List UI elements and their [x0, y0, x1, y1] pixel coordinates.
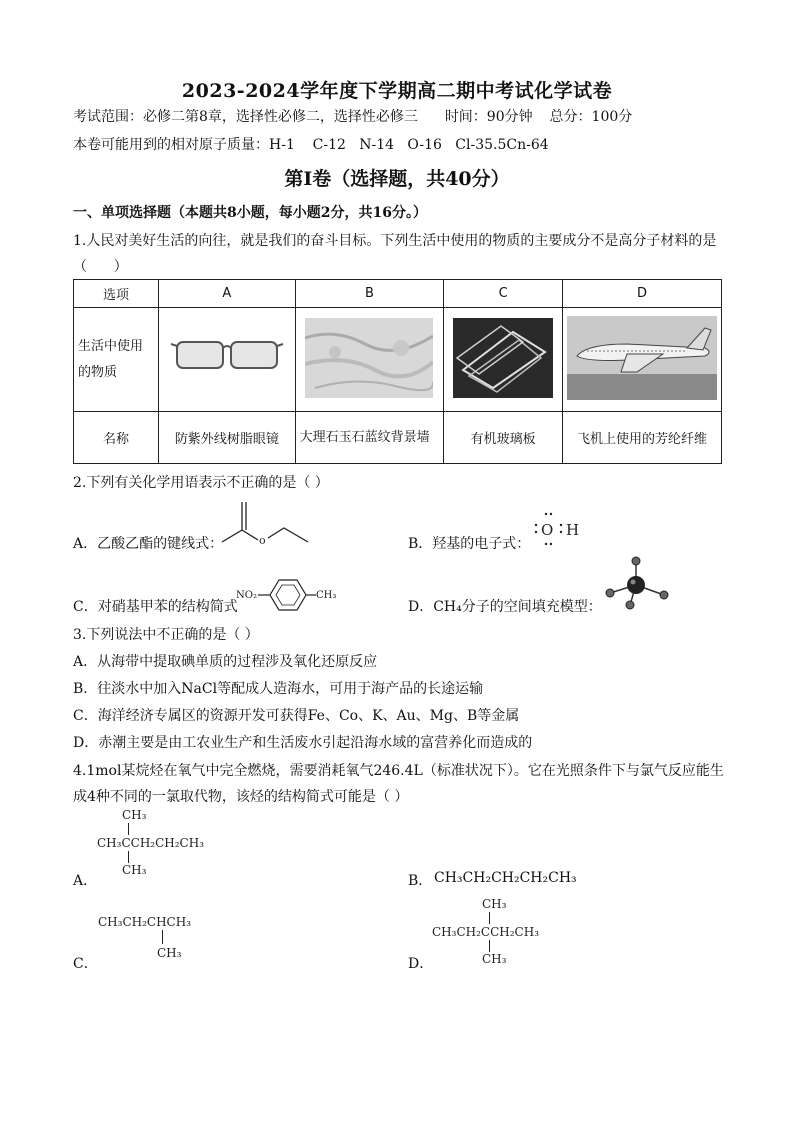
ester-oxygen-label: o	[259, 534, 266, 546]
q3-option-d: D．赤潮主要是由工农业生产和生活废水引起沿海水域的富营养化而造成的	[73, 735, 533, 751]
q3-option-c: C．海洋经济专属区的资源开发可获得Fe、Co、K、Au、Mg、B等金属	[73, 708, 520, 724]
q4-d-main-chain: CH₃CH₂CCH₂CH₃	[432, 925, 540, 939]
glasses-image	[169, 328, 285, 388]
photo-airplane	[563, 308, 722, 412]
q2-option-c: C．对硝基甲苯的结构简式	[73, 599, 238, 615]
table-header-cell: B	[295, 280, 444, 308]
q4-d-top-methyl: CH₃	[482, 897, 507, 911]
q4-option-c-label: C．	[73, 956, 98, 972]
q1-stem-line1: 1.人民对美好生活的向往，就是我们的奋斗目标。下列生活中使用的物质的主要成分不是高分子材料的是	[73, 233, 717, 249]
methane-space-filling-model	[600, 555, 674, 613]
photo-glasses	[159, 308, 296, 412]
table-name-cell: 大理石玉石蓝纹背景墙	[295, 412, 444, 464]
table-header-cell: D	[563, 280, 722, 308]
q3-stem: 3.下列说法中不正确的是（ ）	[73, 627, 259, 643]
exam-scope-line	[73, 106, 632, 126]
atomic-masses: 本卷可能用到的相对原子质量：H-1 C-12 N-14 O-16 Cl-35.5Cn-64	[73, 137, 549, 153]
airplane-image	[567, 316, 717, 400]
q3-option-b: B．往淡水中加入NaCl等配成人造海水，可用于海产品的长途运输	[73, 681, 484, 697]
part1-heading: 一、单项选择题（本题共8小题，每小题2分，共16分。）	[73, 205, 427, 221]
table-image-row	[74, 308, 722, 412]
photo-acrylic	[444, 308, 563, 412]
table-header-cell: A	[159, 280, 296, 308]
table-name-row	[74, 412, 722, 464]
table-row-label: 生活中使用的物质	[74, 308, 159, 412]
q4-d-bottom-methyl: CH₃	[482, 952, 507, 966]
q2-stem: 2.下列有关化学用语表示不正确的是（ ）	[73, 475, 329, 491]
p-nitrotoluene-formula	[236, 574, 340, 614]
exam-title: 2023-2024学年度下学期高二期中考试化学试卷	[181, 80, 613, 102]
table-header-row	[74, 280, 722, 308]
no2-group-label: NO₂	[236, 590, 257, 601]
q3-option-a: A．从海带中提取碘单质的过程涉及氧化还原反应	[73, 654, 378, 670]
q2-option-a: A．乙酸乙酯的键线式：	[73, 536, 224, 552]
q4-a-main-chain: CH₃CCH₂CH₂CH₃	[97, 836, 205, 850]
hydroxyl-electron-formula	[530, 510, 586, 550]
ethyl-acetate-skeletal-formula	[220, 494, 316, 546]
hydrogen-symbol: H	[566, 521, 580, 539]
q2-option-d: D．CH₄分子的空间填充模型：	[408, 599, 602, 615]
section-title: 第Ⅰ卷（选择题，共40分）	[284, 168, 510, 190]
table-name-cell: 有机玻璃板	[444, 412, 563, 464]
q4-stem-line2: 成4种不同的一氯取代物，该烃的结构简式可能是（ ）	[73, 789, 409, 805]
table-header-cell: C	[444, 280, 563, 308]
table-header-cell: 选项	[74, 280, 159, 308]
q4-option-a-label: A．	[73, 873, 98, 889]
q1-stem-line2: （ ）	[73, 259, 128, 275]
table-name-cell: 飞机上使用的芳纶纤维	[563, 412, 722, 464]
q4-option-d-label: D．	[408, 956, 434, 972]
q4-a-top-methyl: CH₃	[122, 808, 147, 822]
exam-time: 时间：90分钟	[444, 109, 533, 125]
ch3-group-label: CH₃	[316, 590, 337, 601]
acrylic-sheet-image	[453, 318, 553, 398]
exam-scope: 考试范围：必修二第8章，选择性必修二，选择性必修三	[73, 109, 418, 125]
table-name-cell: 防紫外线树脂眼镜	[159, 412, 296, 464]
marble-wall-image	[305, 318, 433, 398]
q2-option-b: B．羟基的电子式：	[408, 536, 531, 552]
q4-stem-line1: 4.1mol某烷烃在氧气中完全燃烧，需要消耗氧气246.4L（标准状况下）。它在光照条件下与氯气反应能生	[73, 763, 724, 779]
oxygen-symbol: O	[541, 521, 554, 539]
q4-c-bottom-methyl: CH₃	[157, 946, 182, 960]
table-row-label: 名称	[74, 412, 159, 464]
q4-c-main-chain: CH₃CH₂CHCH₃	[98, 915, 192, 929]
q4-a-bottom-methyl: CH₃	[122, 863, 147, 877]
q4-b-formula: CH₃CH₂CH₂CH₂CH₃	[434, 870, 577, 886]
photo-marble	[295, 308, 444, 412]
exam-total: 总分：100分	[549, 109, 633, 125]
q1-options-table	[73, 279, 722, 464]
q4-option-b-label: B．	[408, 873, 433, 889]
